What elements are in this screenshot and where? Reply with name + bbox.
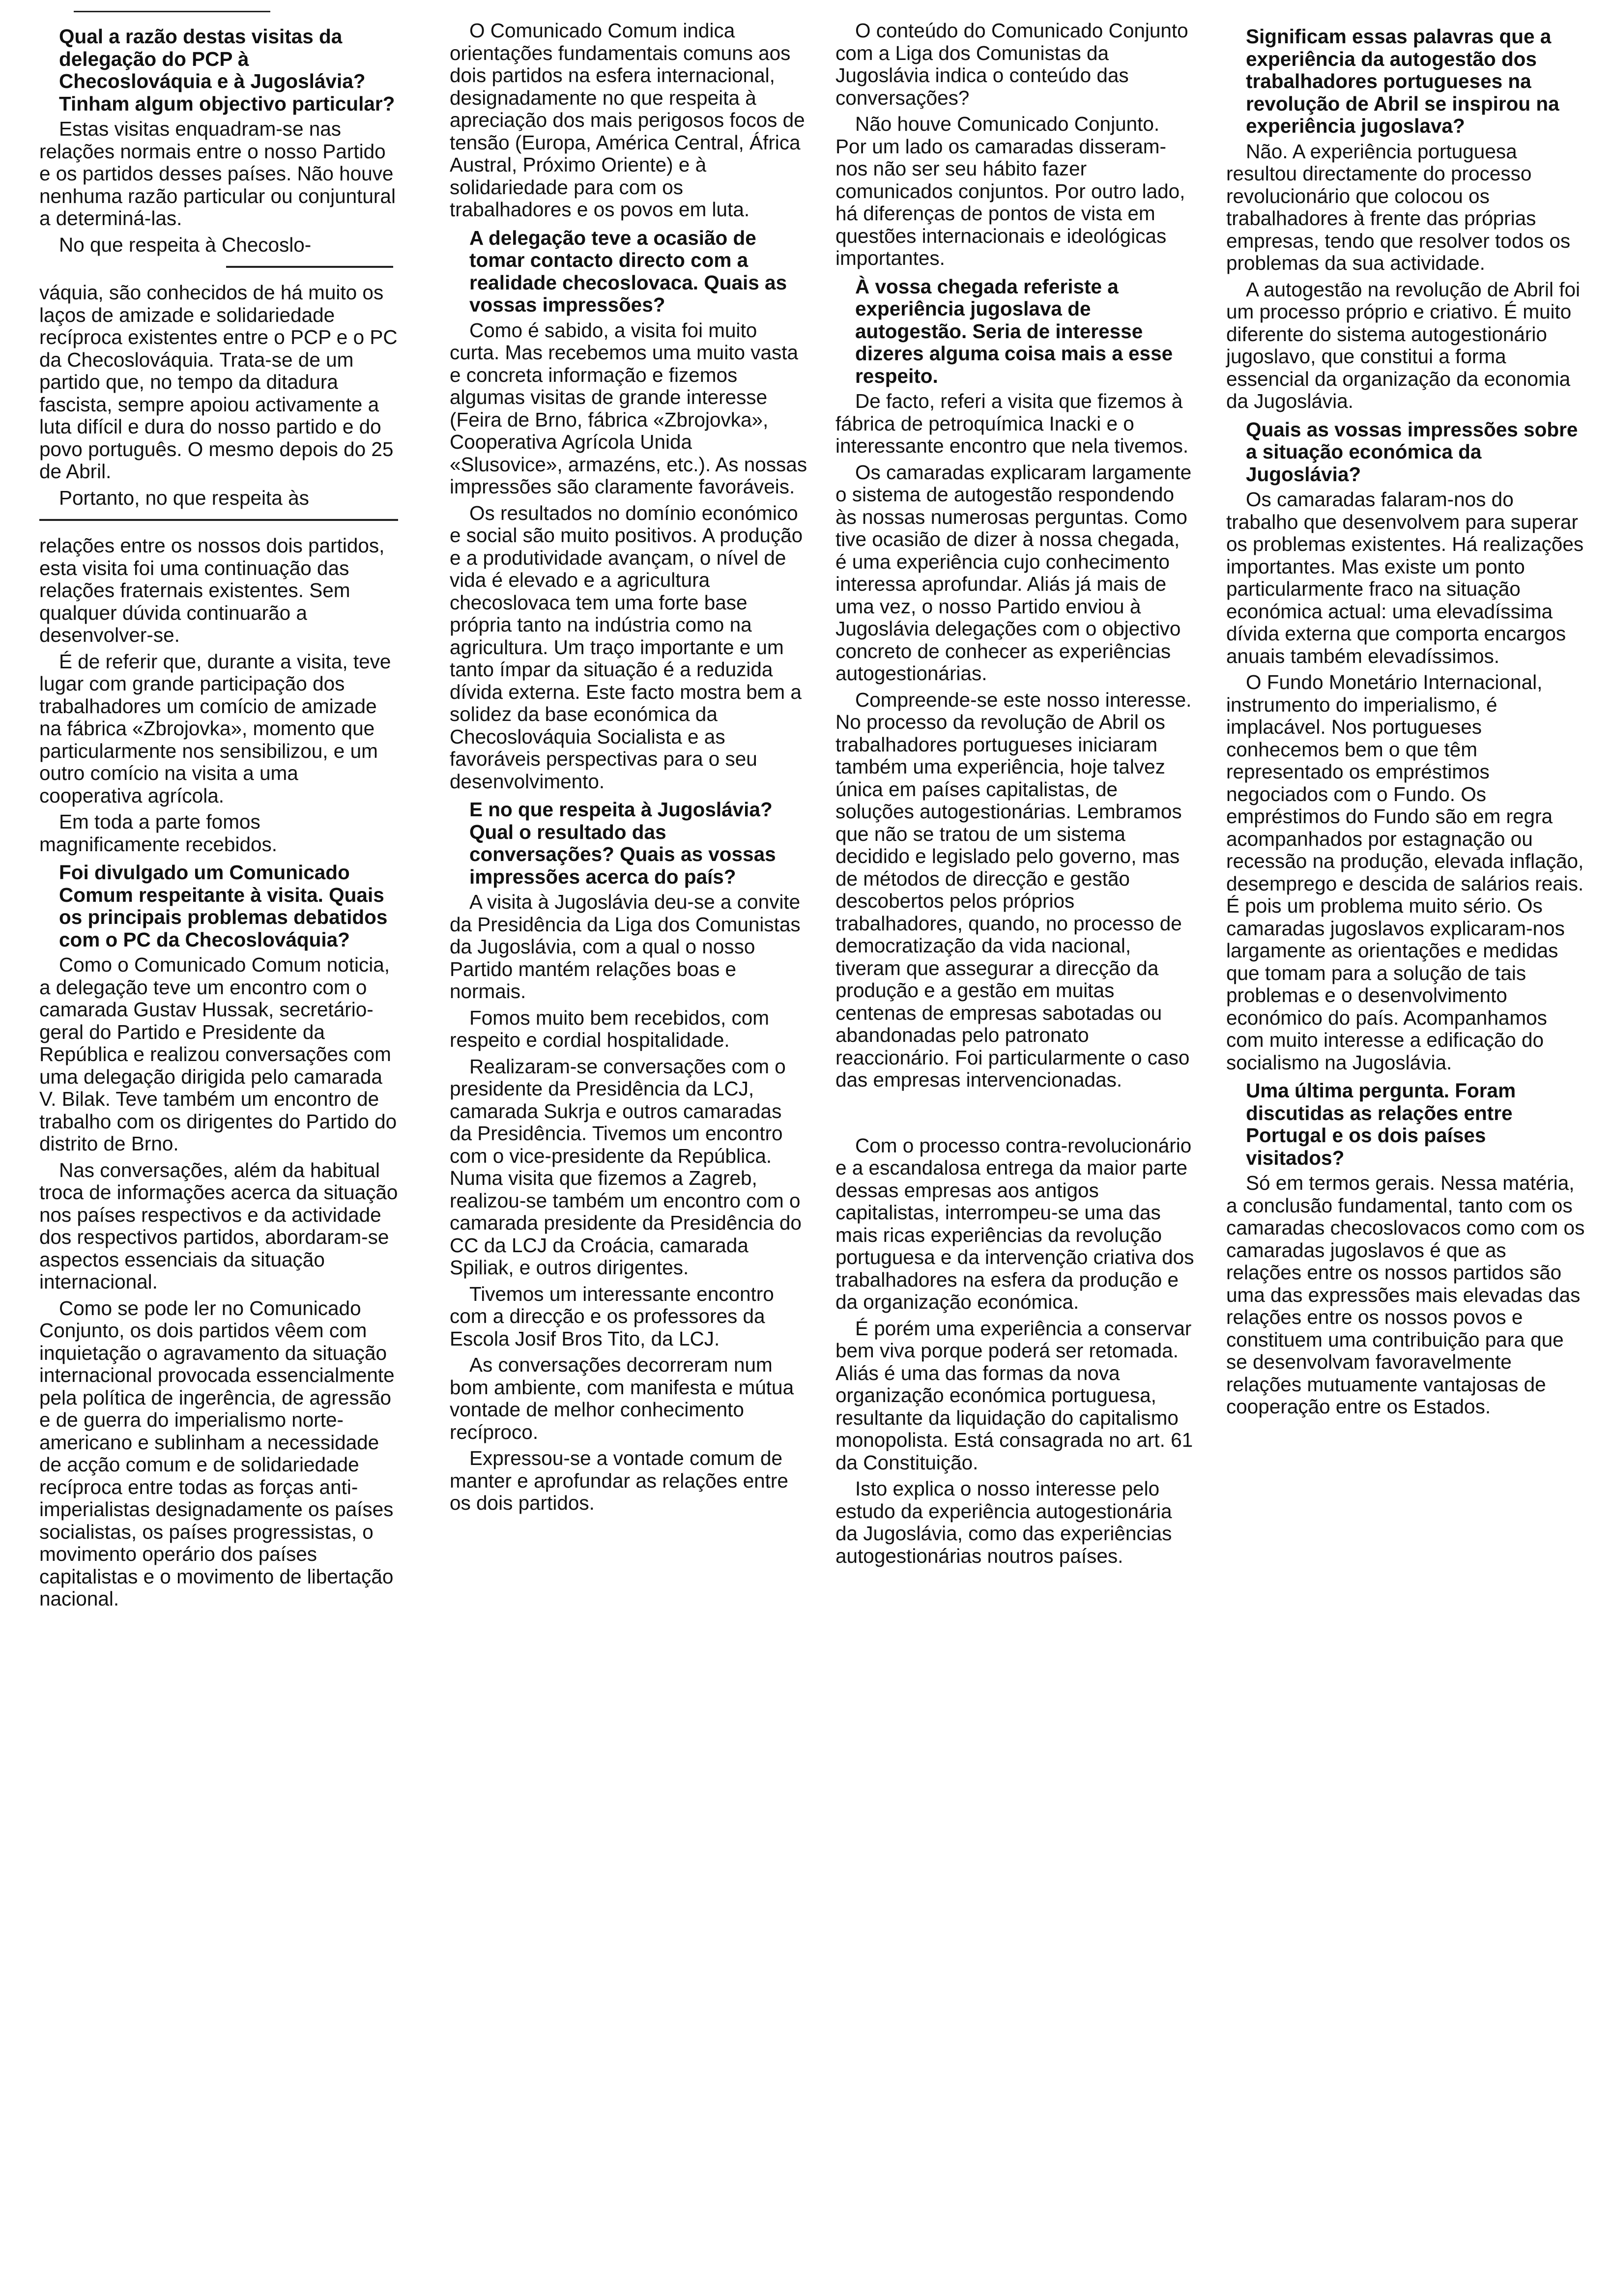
question: Quais as vossas impressões sobre a situação económica da Jugoslávia? <box>1246 418 1578 486</box>
answer-paragraph: O Comunicado Comum indica orientações fundamentais comuns aos dois partidos na esfera internacional, designadamente no que respeita à apreciação dos mais perigosos focos de tensão (Europa, América Central, África Austral, Próximo Oriente) e à solidariedade para com os trabalhadores e os povos em luta. <box>450 19 805 221</box>
answer-paragraph: Realizaram-se conversações com o presidente da Presidência da LCJ, camarada Sukrja e outros camaradas da Presidência. Tivemos um encontro com o vice-presidente da República. Numa visita que fizemos a Zagreb, realizou-se também um encontro com o camarada presidente da Presidência do CC da LCJ da Croácia, camarada Spiliak, e outros dirigentes. <box>450 1055 802 1279</box>
question: Uma última pergunta. Foram discutidas as relações entre Portugal e os dois países visitados? <box>1246 1079 1516 1169</box>
question: O conteúdo do Comunicado Conjunto com a Liga dos Comunistas da Jugoslávia indica o conteúdo das conversações? <box>835 19 1188 109</box>
answer-paragraph: Estas visitas enquadram-se nas relações normais entre o nosso Partido e os partidos desses países. Não houve nenhuma razão particular ou conjuntural a determiná-las. <box>39 117 396 230</box>
column-gap <box>835 1095 1194 1135</box>
answer-paragraph: relações entre os nossos dois partidos, esta visita foi uma continuação das relações fraternais existentes. Sem qualquer dúvida continuarão a desenvolver-se. <box>39 534 385 646</box>
answer-paragraph: A visita à Jugoslávia deu-se a convite da Presidência da Liga dos Comunistas da Jugoslávia, com a qual o nosso Partido mantém relações boas e normais. <box>450 890 801 1003</box>
answer-paragraph: É porém uma experiência a conservar bem viva porque poderá ser retomada. Aliás é uma das formas da nova organização económica portuguesa, resultante da liquidação do capitalismo monopolista. Está consagrada no art. 61 da Constituição. <box>835 1317 1193 1474</box>
column-2 <box>450 20 808 1519</box>
answer-paragraph: Em toda a parte fomos magnificamente recebidos. <box>39 810 278 856</box>
answer-paragraph: Portanto, no que respeita às <box>59 486 309 509</box>
answer-paragraph: Os resultados no domínio económico e social são muito positivos. A produção e a produtividade avançam, o nível de vida é elevado e a agricultura checoslovaca tem uma forte base própria tanto na indústria como na agricultura. Um traço importante e um tanto ímpar da situação é a reduzida dívida externa. Este facto mostra bem a solidez da base económica da Checoslováquia Socialista e as favoráveis perspectivas para o seu desenvolvimento. <box>450 501 803 793</box>
answer-paragraph: No que respeita à Checoslo- <box>59 233 312 256</box>
question: A delegação teve a ocasião de tomar contacto directo com a realidade checoslovaca. Quais as vossas impressões? <box>469 226 787 316</box>
question: E no que respeita à Jugoslávia? Qual o resultado das conversações? Quais as vossas impressões acerca do país? <box>469 798 776 888</box>
answer-paragraph: váquia, são conhecidos de há muito os laços de amizade e solidariedade recíproca existentes entre o PCP e o PC da Checoslováquia. Trata-se de um partido que, no tempo da ditadura fascista, sempre apoiou activamente a luta difícil e dura do nosso partido e do povo português. O mesmo depois do 25 de Abril. <box>39 281 398 483</box>
answer-paragraph: Nas conversações, além da habitual troca de informações acerca da situação nos países respectivos e da actividade dos respectivos partidos, abordaram-se aspectos essenciais da situação internacional. <box>39 1158 398 1293</box>
answer-paragraph: Tivemos um interessante encontro com a direcção e os professores da Escola Josif Bros Tito, da LCJ. <box>450 1282 774 1350</box>
question: À vossa chegada referiste a experiência jugoslava de autogestão. Seria de interesse dizeres alguma coisa mais a esse respeito. <box>855 275 1173 387</box>
answer-paragraph: Compreende-se este nosso interesse. No processo da revolução de Abril os trabalhadores portugueses iniciaram também uma experiência, hoje talvez única em países capitalistas, de soluções autogestionárias. Lembramos que não se tratou de um sistema decidido e legislado pelo governo, mas de métodos de direcção e gestão descobertos pelos próprios trabalhadores, quando, no processo de democratização da vida nacional, tiveram que assegurar a direcção da produção e a gestão em muitas centenas de empresas sabotadas ou abandonadas pelo patronato reaccionário. Foi particularmente o caso das empresas intervencionadas. <box>835 688 1192 1091</box>
answer-paragraph: Como se pode ler no Comunicado Conjunto, os dois partidos vêem com inquietação o agravamento da situação internacional provocada essencialmente pela política de ingerência, de agressão e de guerra do imperialismo norte-americano e sublinham a necessidade de acção comum e de solidariedade recíproca entre todas as forças anti-imperialistas designadamente os países socialistas, os países progressistas, o movimento operário dos países capitalistas e o movimento de libertação nacional. <box>39 1296 395 1610</box>
answer-paragraph: O Fundo Monetário Internacional, instrumento do imperialismo, é implacável. Nos portugueses conhecemos bem o que têm representado os empréstimos negociados com o Fundo. Os empréstimos do Fundo são em regra acompanhados por estagnação ou recessão na produção, elevada inflação, desemprego e descida de salários reais. É pois um problema muito sério. Os camaradas jugoslavos explicaram-nos largamente as orientações e medidas que tomam para a solução de tais problemas e o desenvolvimento económico do país. Acompanhamos com muito interesse a edificação do socialismo na Jugoslávia. <box>1226 671 1584 1074</box>
answer-paragraph: Os camaradas falaram-nos do trabalho que desenvolvem para superar os problemas existentes. Há realizações importantes. Mas existe um ponto particularmente fraco na situação económica actual: uma elevadíssima dívida externa que comporta encargos anuais também elevadíssimos. <box>1226 488 1584 667</box>
answer-paragraph: Não houve Comunicado Conjunto. Por um lado os camaradas disseram-nos não ser seu hábito fazer comunicados conjuntos. Por outro lado, há diferenças de pontos de vista em questões internacionais e ideológicas importantes. <box>835 113 1185 269</box>
answer-paragraph: Como é sabido, a visita foi muito curta. Mas recebemos uma muito vasta e concreta informação e fizemos algumas visitas de grande interesse (Feira de Brno, fábrica «Zbrojovka», Cooperativa Agrícola Unida «Slusovice», armazéns, etc.). As nossas impressões são claramente favoráveis. <box>450 318 807 498</box>
answer-paragraph: Não. A experiência portuguesa resultou directamente do processo revolucionário que colocou os trabalhadores à frente das próprias empresas, tendo que resolver todos os problemas da sua actividade. <box>1226 140 1571 274</box>
answer-paragraph: De facto, referi a visita que fizemos à fábrica de petroquímica Inacki e o interessante encontro que nela tivemos. <box>835 390 1189 457</box>
question: Significam essas palavras que a experiência da autogestão dos trabalhadores portugueses na revolução de Abril se inspirou na experiência jugoslava? <box>1246 25 1559 137</box>
question: Qual a razão destas visitas da delegação do PCP à Checoslováquia e à Jugoslávia? Tinham algum objectivo particular? <box>59 25 395 115</box>
answer-paragraph: Fomos muito bem recebidos, com respeito e cordial hospitalidade. <box>450 1006 769 1051</box>
question: Foi divulgado um Comunicado Comum respeitante à visita. Quais os principais problemas debatidos com o PC da Checoslováquia? <box>59 861 388 951</box>
answer-paragraph: É de referir que, durante a visita, teve lugar com grande participação dos trabalhadores um comício de amizade na fábrica «Zbrojovka», momento que particularmente nos sensibilizou, e um outro comício na visita a uma cooperativa agrícola. <box>39 650 391 807</box>
answer-paragraph: As conversações decorreram num bom ambiente, com manifesta e mútua vontade de melhor conhecimento recíproco. <box>450 1353 794 1443</box>
column-3 <box>835 20 1194 1571</box>
column-divider-rule <box>39 519 398 521</box>
answer-paragraph: Isto explica o nosso interesse pelo estudo da experiência autogestionária da Jugoslávia, como das experiências autogestionárias noutros países. <box>835 1477 1172 1567</box>
top-rule <box>74 11 270 12</box>
answer-paragraph: Com o processo contra-revolucionário e a escandalosa entrega da maior parte dessas empresas aos antigos capitalistas, interrompeu-se uma das mais ricas experiências da revolução portuguesa e da intervenção criativa dos trabalhadores na esfera da produção e da organização económica. <box>835 1134 1194 1313</box>
answer-paragraph: Só em termos gerais. Nessa matéria, a conclusão fundamental, tanto com os camaradas checoslovacos como com os camaradas jugoslavos é que as relações entre os nossos partidos são uma das expressões mais elevadas das relações entre os nossos povos e constituem uma contribuição para que se desenvolvam favoravelmente relações mutuamente vantajosas de cooperação entre os Estados. <box>1226 1172 1585 1418</box>
column-4 <box>1226 20 1585 1422</box>
column-divider-rule <box>226 266 393 268</box>
answer-paragraph: Os camaradas explicaram largamente o sistema de autogestão respondendo às nossas numerosas perguntas. Como tive ocasião de dizer à nossa chegada, é uma experiência cujo conhecimento interessa aprofundar. Aliás já mais de uma vez, o nosso Partido enviou à Jugoslávia delegações com o objectivo concreto de conhecer as experiências autogestionárias. <box>835 460 1192 685</box>
answer-paragraph: A autogestão na revolução de Abril foi um processo próprio e criativo. É muito diferente do sistema autogestionário jugoslavo, que constitui a forma essencial da organização da economia da Jugoslávia. <box>1226 278 1580 412</box>
answer-paragraph: Expressou-se a vontade comum de manter e aprofundar as relações entre os dois partidos. <box>450 1447 788 1514</box>
column-1 <box>39 20 398 1614</box>
answer-paragraph: Como o Comunicado Comum noticia, a delegação teve um encontro com o camarada Gustav Hussak, secretário-geral do Partido e Presidente da República e realizou conversações com uma delegação dirigida pelo camarada V. Bilak. Teve também um encontro de trabalho com os dirigentes do Partido do distrito de Brno. <box>39 953 397 1155</box>
